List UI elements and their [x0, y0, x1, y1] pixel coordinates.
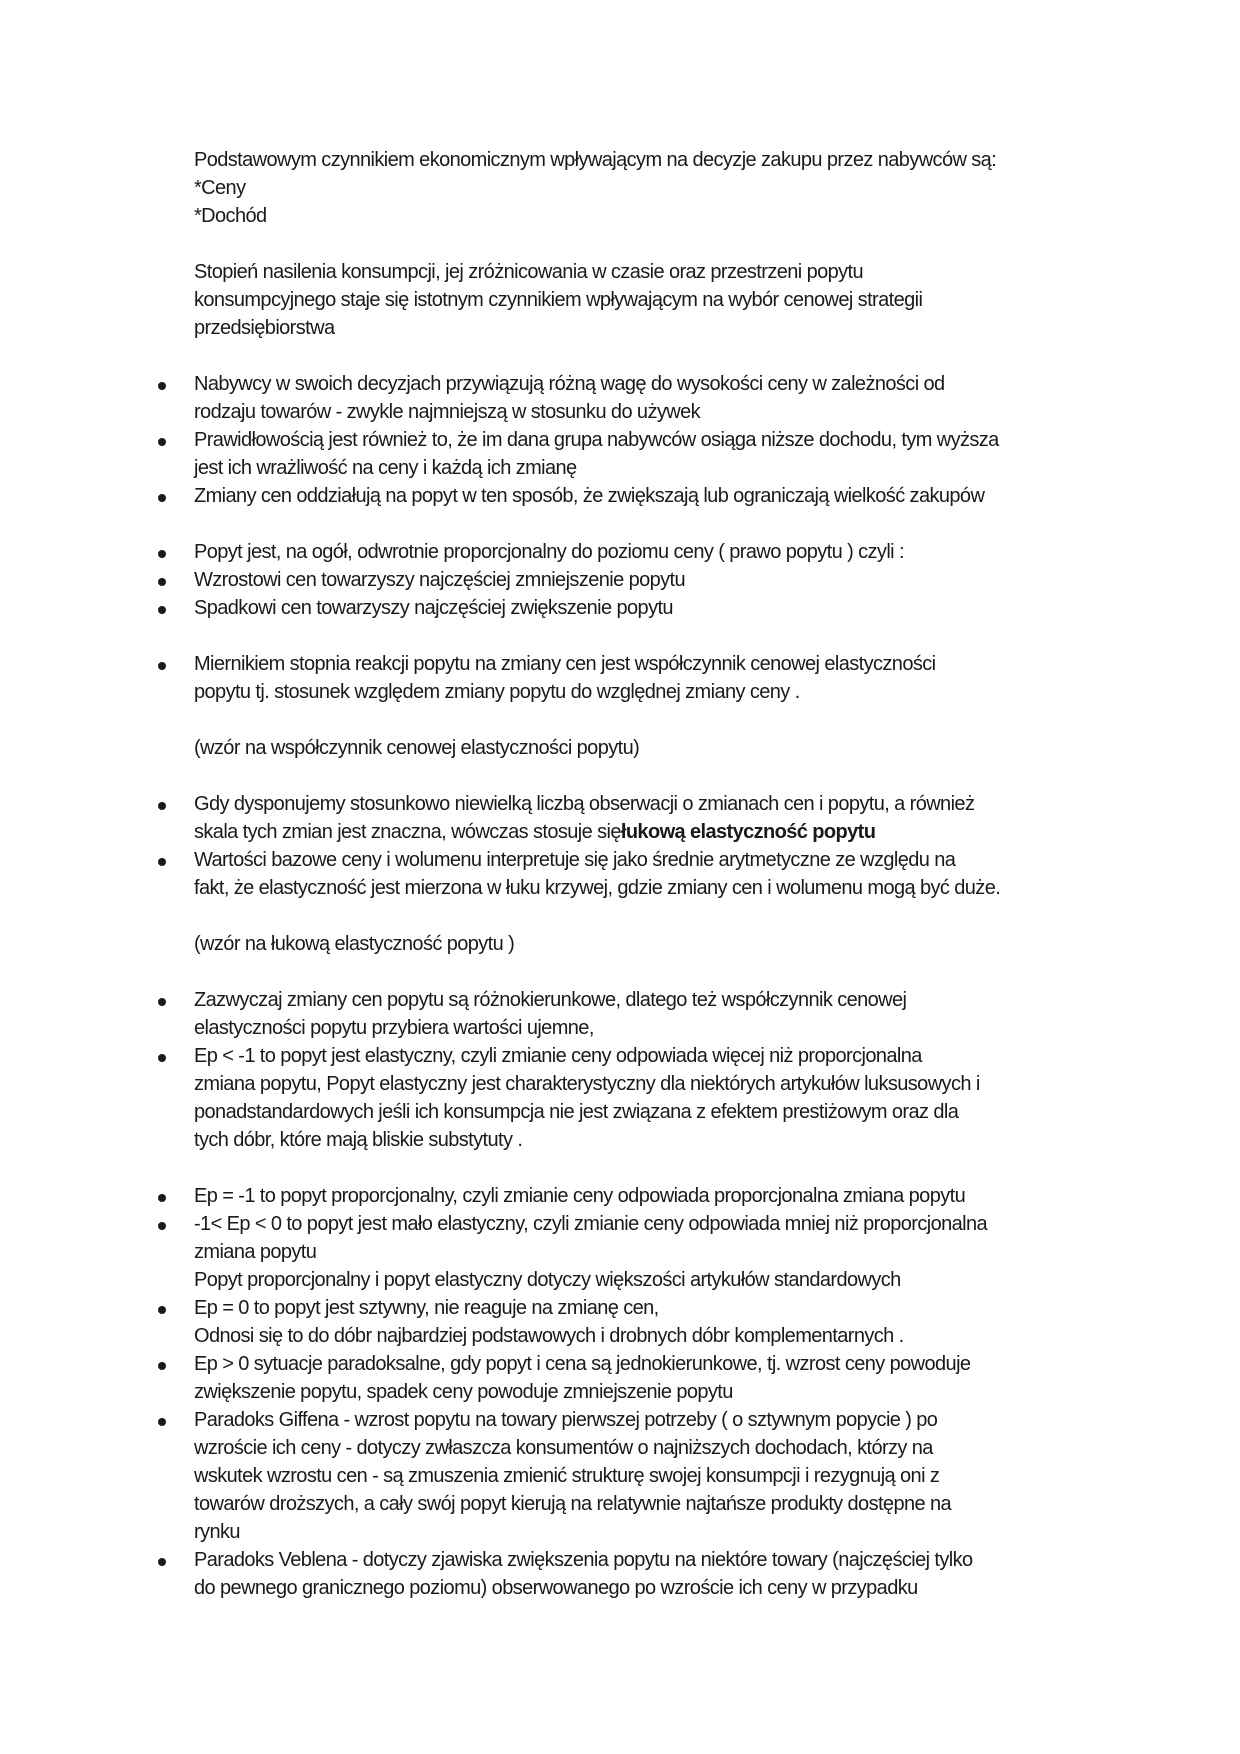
text-line: Odnosi się to do dóbr najbardziej podstawowych i drobnych dóbr komplementarnych . [194, 1325, 904, 1347]
text-line: *Ceny [194, 177, 246, 199]
text-span: skala tych zmian jest znaczna, wówczas stosuje się [194, 821, 621, 843]
text-line: konsumpcyjnego staje się istotnym czynnikiem wpływającym na wybór cenowej strategii [194, 289, 923, 311]
text-line: zmiana popytu [194, 1241, 317, 1263]
text-line: wzroście ich ceny - dotyczy zwłaszcza konsumentów o najniższych dochodach, którzy na [194, 1437, 933, 1459]
bullet-icon [158, 606, 166, 614]
bullet-item [194, 1182, 1094, 1210]
text-line: Zmiany cen oddziałują na popyt w ten sposób, że zwiększają lub ograniczają wielkość zakupów [194, 485, 985, 507]
text-line: do pewnego granicznego poziomu) obserwowanego po wzroście ich ceny w przypadku [194, 1577, 918, 1599]
text-line: Wzrostowi cen towarzyszy najczęściej zmniejszenie popytu [194, 569, 686, 591]
text-line: przedsiębiorstwa [194, 317, 335, 339]
formula-placeholder [194, 734, 1094, 762]
text-line: (wzór na współczynnik cenowej elastyczności popytu) [194, 737, 640, 759]
text-line: Nabywcy w swoich decyzjach przywiązują różną wagę do wysokości ceny w zależności od [194, 373, 945, 395]
bullet-icon [158, 494, 166, 502]
bullet-icon [158, 438, 166, 446]
intro-paragraph [194, 146, 1094, 230]
consumption-paragraph [194, 258, 1094, 342]
text-line: Ep = -1 to popyt proporcjonalny, czyli zmianie ceny odpowiada proporcjonalna zmiana popytu [194, 1185, 966, 1207]
text-line: (wzór na łukową elastyczność popytu ) [194, 933, 515, 955]
bullet-item [194, 538, 1094, 566]
text-line: rynku [194, 1521, 240, 1543]
text-line: fakt, że elastyczność jest mierzona w łuku krzywej, gdzie zmiany cen i wolumenu mogą być duże. [194, 877, 1001, 899]
bullet-item [194, 1546, 1094, 1602]
text-line: Paradoks Veblena - dotyczy zjawiska zwiększenia popytu na niektóre towary (najczęściej tylko [194, 1549, 973, 1571]
bullet-item [194, 1294, 1094, 1350]
text-line: Popyt jest, na ogół, odwrotnie proporcjonalny do poziomu ceny ( prawo popytu ) czyli : [194, 541, 904, 563]
text-line: Miernikiem stopnia reakcji popytu na zmiany cen jest współczynnik cenowej elastyczności [194, 653, 936, 675]
bullet-icon [158, 1558, 166, 1566]
text-line: Stopień nasilenia konsumpcji, jej zróżnicowania w czasie oraz przestrzeni popytu [194, 261, 864, 283]
text-line: Podstawowym czynnikiem ekonomicznym wpływającym na decyzje zakupu przez nabywców są: [194, 149, 997, 171]
text-line: Ep = 0 to popyt jest sztywny, nie reaguje na zmianę cen, [194, 1297, 659, 1319]
bullet-item [194, 650, 1094, 706]
text-line: jest ich wrażliwość na ceny i każdą ich zmianę [194, 457, 577, 479]
formula-placeholder [194, 930, 1094, 958]
bullet-item [194, 370, 1094, 426]
text-line: Zazwyczaj zmiany cen popytu są różnokierunkowe, dlatego też współczynnik cenowej [194, 989, 907, 1011]
text-line: tych dóbr, które mają bliskie substytuty . [194, 1129, 523, 1151]
text-line: Gdy dysponujemy stosunkowo niewielką liczbą obserwacji o zmianach cen i popytu, a również [194, 793, 975, 815]
text-line: zwiększenie popytu, spadek ceny powoduje zmniejszenie popytu [194, 1381, 733, 1403]
document-body [194, 146, 1094, 1602]
bullet-item [194, 846, 1094, 902]
text-line: *Dochód [194, 205, 267, 227]
text-line: wskutek wzrostu cen - są zmuszenia zmienić strukturę swojej konsumpcji i rezygnują oni z [194, 1465, 940, 1487]
bullet-icon [158, 998, 166, 1006]
text-line: Prawidłowością jest również to, że im dana grupa nabywców osiąga niższe dochodu, tym wyższa [194, 429, 999, 451]
text-line: ponadstandardowych jeśli ich konsumpcja nie jest związana z efektem prestiżowym oraz dla [194, 1101, 959, 1123]
text-line: Wartości bazowe ceny i wolumenu interpretuje się jako średnie arytmetyczne ze względu na [194, 849, 956, 871]
text-line [194, 818, 1094, 846]
text-line: rodzaju towarów - zwykle najmniejszą w stosunku do używek [194, 401, 701, 423]
bullet-item [194, 594, 1094, 622]
bullet-icon [158, 1194, 166, 1202]
bullet-item [194, 986, 1094, 1042]
bullet-icon [158, 1418, 166, 1426]
text-line: -1< Ep < 0 to popyt jest mało elastyczny, czyli zmianie ceny odpowiada mniej niż proporcjonalna [194, 1213, 988, 1235]
bullet-item [194, 1042, 1094, 1154]
text-line: towarów droższych, a cały swój popyt kierują na relatywnie najtańsze produkty dostępne na [194, 1493, 952, 1515]
bullet-icon [158, 1222, 166, 1230]
bullet-icon [158, 1054, 166, 1062]
bullet-icon [158, 858, 166, 866]
text-line: Spadkowi cen towarzyszy najczęściej zwiększenie popytu [194, 597, 673, 619]
bullet-item [194, 426, 1094, 482]
bullet-item [194, 1210, 1094, 1294]
bullet-item [194, 790, 1094, 846]
text-line: Ep > 0 sytuacje paradoksalne, gdy popyt i cena są jednokierunkowe, tj. wzrost ceny powoduje [194, 1353, 971, 1375]
text-line: Paradoks Giffena - wzrost popytu na towary pierwszej potrzeby ( o sztywnym popycie ) po [194, 1409, 938, 1431]
text-line: Popyt proporcjonalny i popyt elastyczny dotyczy większości artykułów standardowych [194, 1269, 901, 1291]
text-line: zmiana popytu, Popyt elastyczny jest charakterystyczny dla niektórych artykułów luksusowych i [194, 1073, 980, 1095]
bullet-icon [158, 1306, 166, 1314]
text-line: popytu tj. stosunek względem zmiany popytu do względnej zmiany ceny . [194, 681, 800, 703]
bullet-icon [158, 802, 166, 810]
bullet-icon [158, 550, 166, 558]
bullet-icon [158, 382, 166, 390]
bullet-icon [158, 578, 166, 586]
text-line: elastyczności popytu przybiera wartości ujemne, [194, 1017, 594, 1039]
bullet-icon [158, 1362, 166, 1370]
bullet-item [194, 1350, 1094, 1406]
bullet-item [194, 1406, 1094, 1546]
bullet-item [194, 566, 1094, 594]
bold-term: łukową elastyczność popytu [620, 821, 876, 843]
bullet-item [194, 482, 1094, 510]
text-line: Ep < -1 to popyt jest elastyczny, czyli zmianie ceny odpowiada więcej niż proporcjonalna [194, 1045, 922, 1067]
bullet-icon [158, 662, 166, 670]
